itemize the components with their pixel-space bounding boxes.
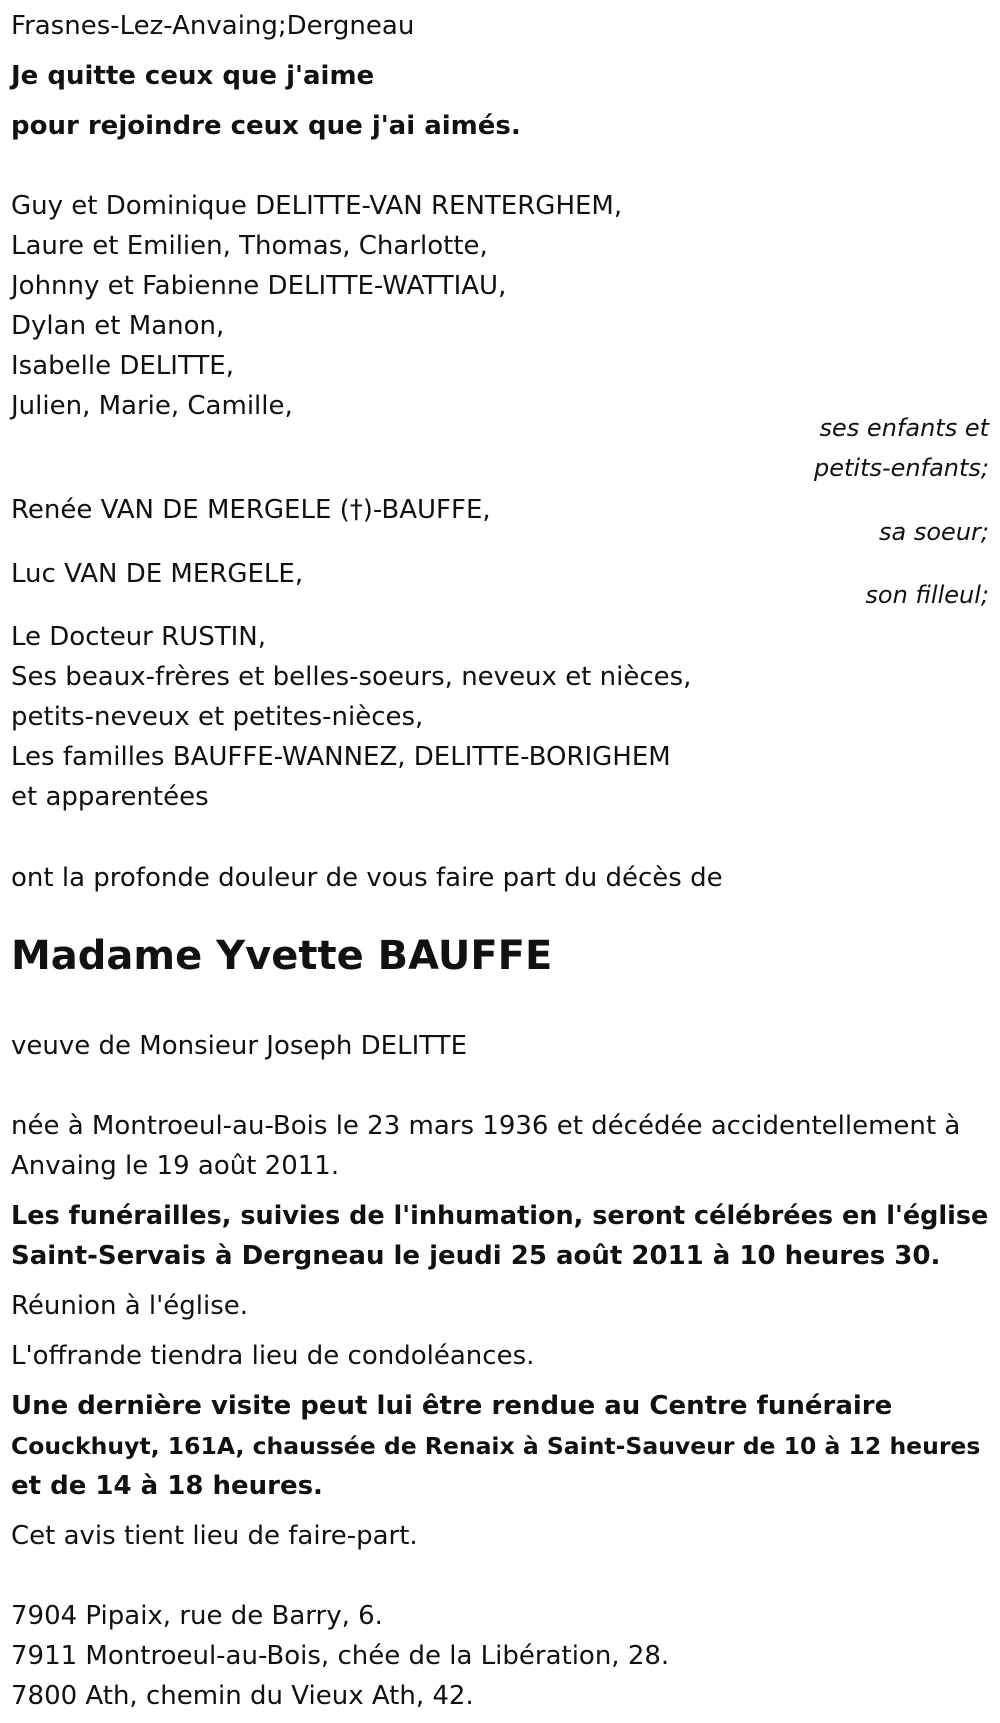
birth-death-line-2: Anvaing le 19 août 2011. [11, 1151, 340, 1181]
children-role-line-2: petits-enfants; [814, 454, 989, 482]
offering: L'offrande tiendra lieu de condoléances. [11, 1341, 535, 1371]
visit-line-2: Couckhuyt, 161A, chaussée de Renaix à Saint-Sauveur de 10 à 12 heures [11, 1432, 981, 1460]
location: Frasnes-Lez-Anvaing;Dergneau [11, 11, 415, 41]
godson-name: Luc VAN DE MERGELE, [11, 559, 304, 589]
widow-of: veuve de Monsieur Joseph DELITTE [11, 1031, 467, 1061]
relatives-line: Les familles BAUFFE-WANNEZ, DELITTE-BORIGHEM [11, 742, 671, 772]
address-line: 7800 Ath, chemin du Vieux Ath, 42. [11, 1681, 474, 1711]
address-line: 7904 Pipaix, rue de Barry, 6. [11, 1601, 383, 1631]
birth-death-line-1: née à Montroeul-au-Bois le 23 mars 1936 et décédée accidentellement à [11, 1111, 961, 1141]
sister-role: sa soeur; [879, 518, 989, 546]
children-role-line-1: ses enfants et [819, 414, 989, 442]
family-line: Laure et Emilien, Thomas, Charlotte, [11, 231, 488, 261]
godson-role: son filleul; [865, 581, 989, 609]
quote-line-1: Je quitte ceux que j'aime [11, 61, 375, 91]
family-line: Dylan et Manon, [11, 311, 225, 341]
ceremony-line-1: Les funérailles, suivies de l'inhumation, seront célébrées en l'église [11, 1201, 989, 1231]
family-line: Guy et Dominique DELITTE-VAN RENTERGHEM, [11, 191, 623, 221]
relatives-line: Le Docteur RUSTIN, [11, 622, 266, 652]
announcement: ont la profonde douleur de vous faire part du décès de [11, 863, 723, 893]
visit-line-1: Une dernière visite peut lui être rendue au Centre funéraire [11, 1391, 893, 1421]
visit-line-3: et de 14 à 18 heures. [11, 1471, 323, 1501]
meeting: Réunion à l'église. [11, 1291, 249, 1321]
sister-name: Renée VAN DE MERGELE (†)-BAUFFE, [11, 495, 491, 525]
ceremony-line-2: Saint-Servais à Dergneau le jeudi 25 août 2011 à 10 heures 30. [11, 1241, 941, 1271]
quote-line-2: pour rejoindre ceux que j'ai aimés. [11, 111, 521, 141]
notice: Cet avis tient lieu de faire-part. [11, 1521, 418, 1551]
relatives-line: et apparentées [11, 782, 209, 812]
family-line: Johnny et Fabienne DELITTE-WATTIAU, [11, 271, 507, 301]
family-line: Julien, Marie, Camille, [11, 391, 293, 421]
address-line: 7911 Montroeul-au-Bois, chée de la Libération, 28. [11, 1641, 670, 1671]
relatives-line: petits-neveux et petites-nièces, [11, 702, 424, 732]
family-line: Isabelle DELITTE, [11, 351, 234, 381]
deceased-name: Madame Yvette BAUFFE [11, 933, 553, 979]
relatives-line: Ses beaux-frères et belles-soeurs, neveux et nièces, [11, 662, 692, 692]
